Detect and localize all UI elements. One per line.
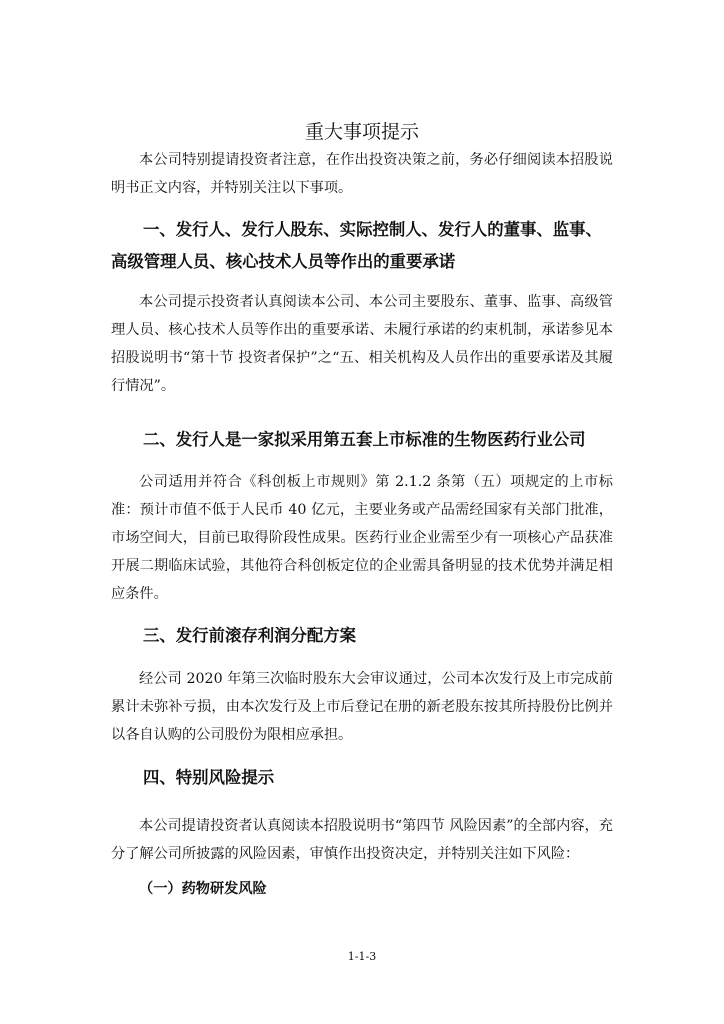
section1-body: 本公司提示投资者认真阅读本公司、本公司主要股东、董事、监事、高级管理人员、核心技术人员等作出的重要承诺、未履行承诺的约束机制，承诺参见本招股说明书“第十节 投资者保护”之“五、相关机构及人员作出的重要承诺及其履行情况”。 — [111, 294, 613, 394]
page-title: 重大事项提示 — [304, 120, 419, 143]
section2-body: 公司适用并符合《科创板上市规则》第 2.1.2 条第（五）项规定的上市标准：预计市值不低于人民币 40 亿元，主要业务或产品需经国家有关部门批准，市场空间大，目前已取得阶段性成果。医药行业企业需至少有一项核心产品获准开展二期临床试验，其他符合科创板定位的企业需具备明显的技术优势并满足相应条件。 — [111, 474, 613, 602]
section3-body: 经公司 2020 年第三次临时股东大会审议通过，公司本次发行及上市完成前累计未弥补亏损，由本次发行及上市后登记在册的新老股东按其所持股份比例并以各自认购的公司股份为限相应承担。 — [111, 671, 613, 743]
section4-body: 本公司提请投资者认真阅读本招股说明书“第四节 风险因素”的全部内容，充分了解公司所披露的风险因素，审慎作出投资决定，并特别关注如下风险： — [111, 818, 613, 862]
section3-heading: 三、发行前滚存利润分配方案 — [143, 626, 357, 645]
section4-heading: 四、特别风险提示 — [143, 768, 275, 787]
section4-subheading: （一）药物研发风险 — [139, 881, 267, 897]
page-number: 1-1-3 — [347, 950, 377, 963]
intro-paragraph: 本公司特别提请投资者注意，在作出投资决策之前，务必仔细阅读本招股说明书正文内容，并特别关注以下事项。 — [111, 152, 613, 196]
section1-heading: 一、发行人、发行人股东、实际控制人、发行人的董事、监事、高级管理人员、核心技术人员等作出的重要承诺 — [111, 220, 602, 271]
section2-heading: 二、发行人是一家拟采用第五套上市标准的生物医药行业公司 — [143, 430, 586, 449]
